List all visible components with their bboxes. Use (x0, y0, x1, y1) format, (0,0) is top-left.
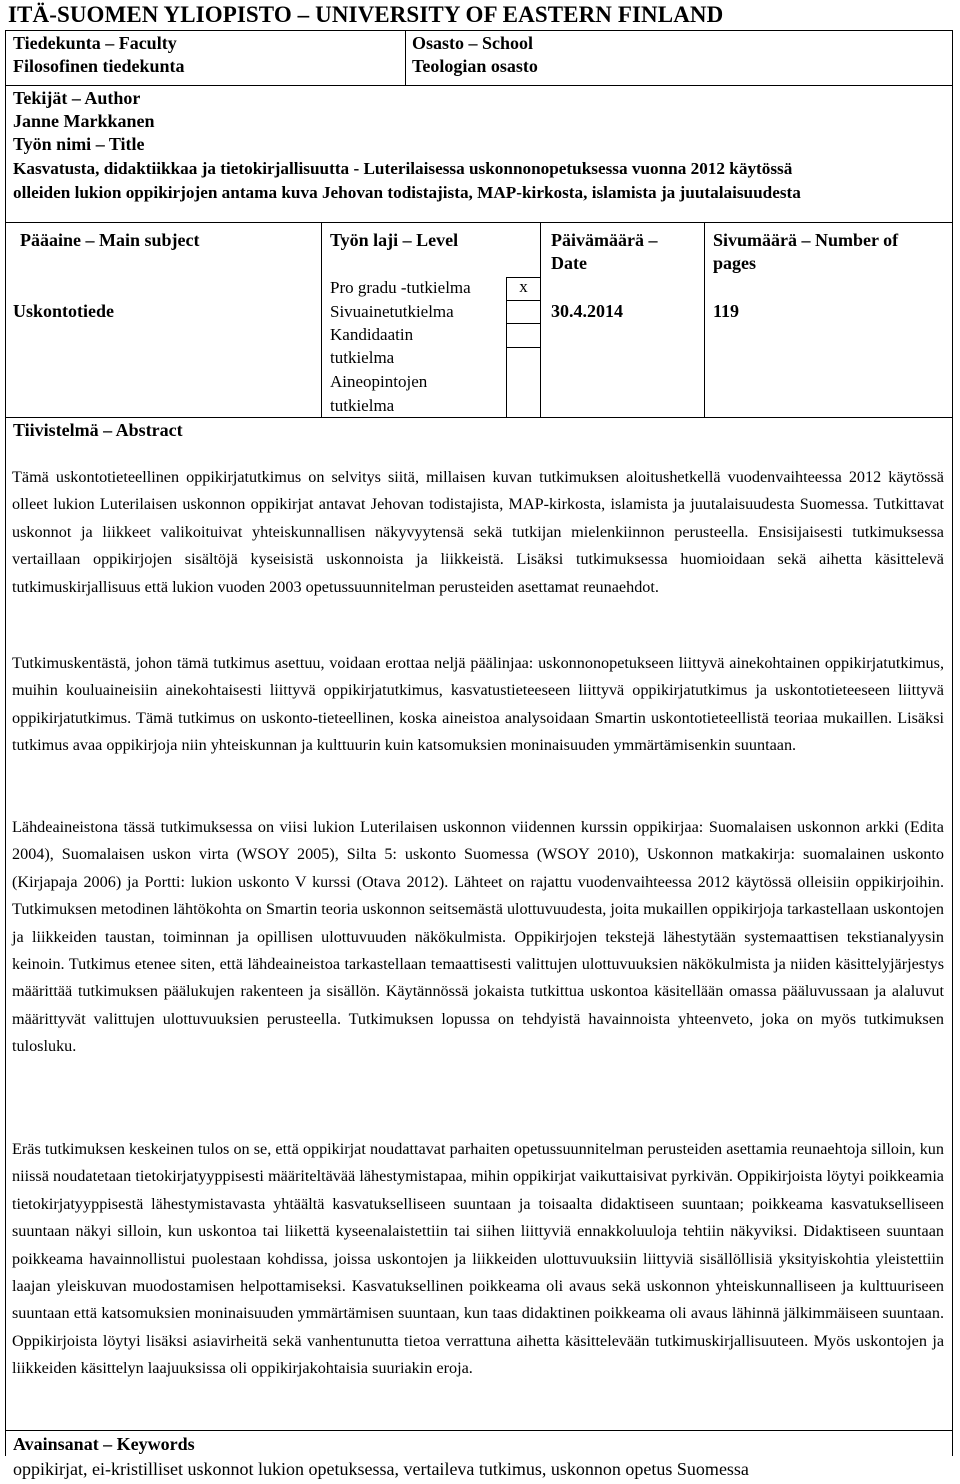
keywords-value: oppikirjat, ei-kristilliset uskonnot lukion opetuksessa, vertaileva tutkimus, uskonnon opetus Suomessa (13, 1459, 749, 1479)
level-option-kandidaatin-2: tutkielma (330, 348, 395, 367)
abstract-paragraph-3 (12, 814, 944, 1061)
level-label: Työn laji – Level (330, 230, 459, 250)
abstract-text-1: Tämä uskontotieteellinen oppikirjatutkimus on selvitys siitä, millaisen kuvan tutkimuksen aloitushetkellä vuodenvaihteessa 2012 käytössä olleet lukion Luterilaisen uskonnon oppikirjat antavat Jehovan todistajista, MAP-kirkosta, islamista ja juutalaisuudesta Suomessa. Tutkittavat uskonnot ja liikkeet valikoituivat yhteiskunnallisen näkyvyytensä sekä tutkijan mielenkiinnon perusteella. Ensisijaisesti tutkimuksessa vertaillaan oppikirjojen sisältöjä kyseisistä uskonnoista ja liikkeistä. Lisäksi tutkimuksessa huomioidaan sekä aihetta käsittelevä tutkimuskirjallisuus että lukion vuoden 2003 opetussuunnitelman perusteiden asettamat reunaehdot. (12, 468, 944, 596)
author-value: Janne Markkanen (13, 111, 155, 131)
divider-level-column (321, 222, 322, 417)
abstract-label: Tiivistelmä – Abstract (13, 420, 183, 440)
keywords-label: Avainsanat – Keywords (13, 1434, 195, 1454)
level-option-pro-gradu: Pro gradu -tutkielma (330, 278, 471, 297)
pages-label-1: Sivumäärä – Number of (713, 230, 899, 250)
main-subject-label: Pääaine – Main subject (20, 230, 200, 250)
faculty-value: Filosofinen tiedekunta (13, 56, 185, 76)
abstract-text-3: Lähdeaineistona tässä tutkimuksessa on viisi lukion Luterilaisen uskonnon viidennen kurssin oppikirjaa: Suomalaisen uskonnon arkki (Edita 2004), Suomalaisen uskon virta (WSOY 2005), Silta 5: uskonto Suomessa (WSOY 2010), Uskonnon matkakirja: suomalainen uskonto (Kirjapaja 2006) ja Portti: lukion uskonto V kurssi (Otava 2012). Lähteet on rajattu vuodenvaihteessa 2012 käytössä olleisiin oppikirjoihin. Tutkimuksen metodinen lähtökohta on Smartin teoria uskonnon seitsemästä ulottuvuudesta, joita mukaillen oppikirjoja tarkastellaan uskontojen ja liikkeiden taustan, toiminnan ja opillisen ulottuvuuden näkökulmista. Oppikirjojen tekstejä lähestytään systemaattisen tekstianalyysin keinoin. Tutkimus etenee siten, että lähdeaineistoa tarkastellaan temaattisesti valittujen ulottuvuuksien näkökulmista ja niiden käsittelyjärjestys määrittää tutkimuksen päälukujen rakenteen ja sisällön. Käytännössä jokaista tutkittua uskontoa käsitellään omassa pääluvussaan ja alaluvut määrittyvät valittujen ulottuvuuksien perusteella. Tutkimuksen lopussa on tehdyistä havainnoista yhteenveto, joka on myös tutkimuksen tulosluku. (12, 818, 944, 1056)
abstract-paragraph-4 (12, 1136, 944, 1383)
divider-after-faculty (5, 85, 953, 86)
level-checkbox-sivuaine[interactable] (506, 300, 541, 324)
level-checkbox-kandidaatin[interactable] (506, 323, 541, 348)
level-option-aineopintojen: Aineopintojen (330, 372, 428, 391)
school-value: Teologian osasto (412, 56, 538, 76)
frame-top-border (5, 30, 953, 31)
level-option-kandidaatin: Kandidaatin (330, 325, 414, 344)
level-option-sivuaine: Sivuainetutkielma (330, 302, 454, 321)
pages-value: 119 (713, 301, 740, 321)
level-checkbox-pro-gradu[interactable] (506, 277, 541, 301)
divider-before-keywords (5, 1430, 953, 1431)
checked-mark: x (519, 277, 528, 296)
thesis-title-line-2: olleiden lukion oppikirjojen antama kuva Jehovan todistajista, MAP-kirkosta, islamista ja juutalaisuudesta (13, 183, 801, 202)
date-value: 30.4.2014 (551, 301, 623, 321)
level-option-aineopintojen-2: tutkielma (330, 396, 395, 415)
divider-after-title (5, 222, 953, 223)
title-label: Työn nimi – Title (13, 134, 145, 154)
abstract-paragraph-2 (12, 650, 944, 760)
frame-right-border (952, 30, 953, 1456)
pages-label-2: pages (713, 253, 757, 273)
abstract-paragraph-1 (12, 464, 944, 601)
faculty-label: Tiedekunta – Faculty (13, 33, 177, 53)
frame-left-border (5, 30, 6, 1456)
school-label: Osasto – School (412, 33, 534, 53)
divider-faculty-school (405, 30, 406, 85)
checkbox-column-left (506, 347, 507, 417)
main-subject-value: Uskontotiede (13, 301, 115, 321)
date-label-1: Päivämäärä – (551, 230, 658, 250)
abstract-text-2: Tutkimuskentästä, johon tämä tutkimus asettuu, voidaan erottaa neljä päälinjaa: uskonnonopetukseen liittyvä ainekohtainen oppikirjatutkimus, muihin kouluaineisiin ainekohtaisesti liittyvä oppikirjatutkimus, kasvatustieteeseen liittyvä oppikirjatutkimus ja uskontotieteeseen liittyvä oppikirjatutkimus. Tämä tutkimus on uskonto-tieteellinen, koska aineistoa analysoidaan Smartin uskontotieteellistä teoriaa mukaillen. Lisäksi tutkimus avaa oppikirjoja niin yhteiskunnan ja kulttuurin kuin katsomuksien moninaisuuden ymmärtämisenkin suuntaan. (12, 654, 944, 755)
author-label: Tekijät – Author (13, 88, 141, 108)
abstract-text-4: Eräs tutkimuksen keskeinen tulos on se, että oppikirjat noudattavat parhaiten opetussuunnitelman perusteiden asettamia reunaehtoja silloin, kun niissä noudatetaan tietokirjatyyppisesti määriteltävää lähestymistapaa, mihin oppikirjat vaikuttaisivat pyrkivän. Oppikirjoista löytyi poikkeamia tietokirjatyyppisestä lähestymistavasta yhtäältä kasvatukselliseen suuntaan ja toisaalta didaktiseen suuntaan; poikkeama kasvatukselliseen suuntaan näkyi silloin, kun uskontoa tai liikettä kyseenalaistettiin tai siihen liittyviä ennakkoluuloja tehtiin näkyviksi. Didaktiseen suuntaan poikkeama havainnollistui puolestaan kohdissa, joissa uskontojen ja liikkeiden ulottuvuuksiin liittyviä sisällöllisiä yksityiskohtia yleistettiin laajan yleiskuvan muodostamisen helpottamiseksi. Kasvatuksellinen poikkeama oli avaus sekä uskonnon yhteiskunnalliseen ja kulttuuriseen suuntaan että katsomuksien moninaisuuden ymmärtämisen suuntaan, kun taas didaktinen poikkeama oli avaus lähinnä jälkimmäiseen suuntaan. Oppikirjoista löytyi lisäksi asiavirheitä sekä vanhentunutta tietoa verrattuna aihetta käsittelevään tutkimuskirjallisuuteen. Myös uskontojen ja liikkeiden käsittelyn laajuuksissa oli oppikirjakohtaisia suuriakin eroja. (12, 1140, 944, 1378)
divider-after-meta (5, 417, 953, 418)
thesis-title-line-1: Kasvatusta, didaktiikkaa ja tietokirjallisuutta - Luterilaisessa uskonnonopetuksessa vuonna 2012 käytössä (13, 159, 793, 178)
divider-pages-column (704, 222, 705, 417)
date-label-2: Date (551, 253, 587, 273)
university-name: ITÄ-SUOMEN YLIOPISTO – UNIVERSITY OF EASTERN FINLAND (8, 2, 724, 27)
